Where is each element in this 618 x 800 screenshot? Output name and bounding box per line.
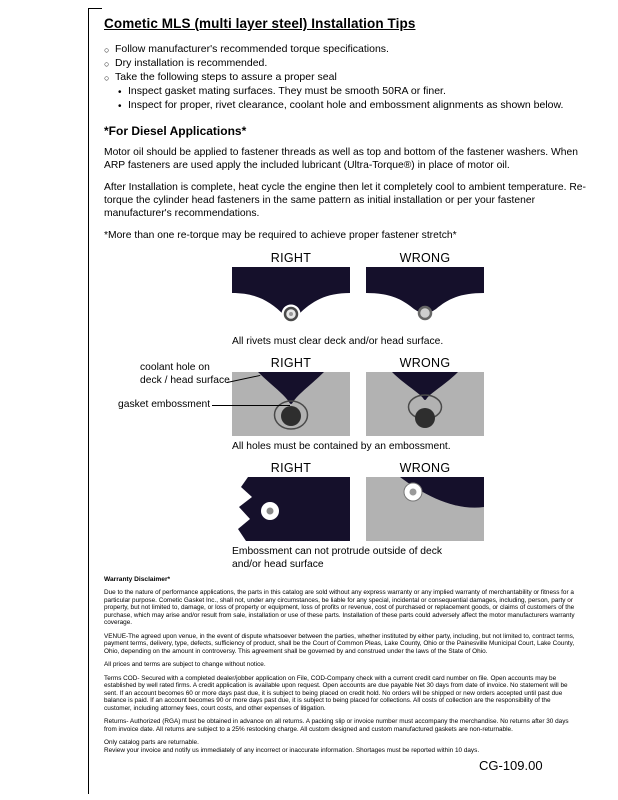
retorque-note: *More than one re-torque may be required to achieve proper fastener stretch* [104,230,457,241]
disclaimer-paragraph: Due to the nature of performance applications, the parts in this catalog are sold without any express warranty or any implied warranty of merchantability or fitness for a particular purpose. Cometic Gasket Inc., shall not, under any circumstances, be liable for any special, incidental or consequential damages, including, person, party or property, but not limited to, damage, or loss of property or equipment, loss of profits or revenue, cost of purchased or replacement goods, or claims of customers of the purchase, which may arise and/or result from sale, installation or use of these parts. Installation of these parts could adversely affect the motor manufacturers warranty coverage. [104,589,575,626]
figure-protrusion [232,461,484,571]
figure-images [232,477,484,541]
disclaimer-paragraph: Returns- Authorized (RGA) must be obtained in advance on all returns. A packing slip or invoice number must accompany the merchandise. No returns after 30 days from invoice date. All returns are subject to a 25% restocking charge. All custom designed and custom manufactured gaskets are non-returnable. [104,718,569,733]
diesel-paragraph-2: After Installation is complete, heat cycle the engine then let it completely cool to ambient temperature. Re-torque the cylinder head fasteners in the same pattern as initial installation or per your fastener manufacturer's recommendations. [104,182,586,219]
bullet-text: Follow manufacturer's recommended torque specifications. [115,43,389,55]
right-label: RIGHT [270,356,312,370]
diesel-applications-heading: *For Diesel Applications* [104,124,247,138]
figure-rivets [232,251,484,348]
disclaimer-paragraph: VENUE-The agreed upon venue, in the event of dispute whatsoever between the parties, whether instituted by either party, including, but not limited to, contract terms, payment terms, delivery, type, defects, sufficiency of product, shall be the Court of Common Pleas, Lake County, Ohio or the Painesville Municipal Court, Lake County, Ohio, depending on the amount in controversy. This agreement shall be governed by and construed under the laws of the State of Ohio. [104,632,575,655]
bullet-marker: ○ [104,59,110,69]
document-code: CG-109.00 [479,758,543,773]
pointer-line [212,405,290,406]
page-title: Cometic MLS (multi layer steel) Installation Tips [104,16,416,31]
figure-headers [232,251,484,265]
figure-embossment [118,356,484,453]
bullet-marker: ○ [104,45,110,55]
figures-section [118,251,484,571]
figure-images [232,267,484,331]
bullet-marker: ○ [104,73,110,83]
sub-bullet-marker: • [118,101,122,112]
figure-images [232,372,484,436]
bullet-item [104,57,596,71]
disclaimer-paragraph: Only catalog parts are returnable. [104,739,199,746]
coolant-hole [281,406,301,426]
figure-caption [232,545,484,571]
warranty-disclaimer [104,576,576,754]
sub-bullet-item [118,99,596,113]
figure-caption-line1: Embossment can not protrude outside of deck [232,546,443,557]
warranty-disclaimer-title: Warranty Disclaimer* [104,576,171,583]
top-margin-tick [88,8,102,9]
bullet-text: Take the following steps to assure a proper seal [115,71,337,83]
coolant-hole-label-line2: deck / head surface [140,374,230,386]
bullet-item [104,43,596,57]
main-content [104,16,596,579]
sub-bullet-text: Inspect for proper, rivet clearance, coolant hole and embossment alignments as shown below. [128,99,564,111]
rivet-right-diagram [232,267,350,331]
protrusion-right-diagram [232,477,350,541]
protrusion-wrong-diagram [366,477,484,541]
bullet-text: Dry installation is recommended. [115,57,268,69]
disclaimer-paragraph: Terms COD- Secured with a completed dealer/jobber application on File, COD-Company check with a current credit card number on file. Open accounts may be established by well rated firms. A credit application is available upon request. Open accounts are due payable Net 30 days from date of invoice. No statement will be sent. If an account becomes 60 or more days past due, it is subject to being placed on credit hold. No orders will be shipped or new orders accepted until past due balance is paid. If an account becomes 90 or more days past due, it is subject to being placed for collections. All costs of collection are the responsibility of the customer, including attorney fees, court costs, and other expenses of litigation. [104,674,568,712]
figure-caption: All holes must be contained by an embossment. [232,441,451,452]
figure-headers [232,356,484,370]
gasket-embossment-label: gasket embossment [118,399,211,410]
wrong-label: WRONG [399,356,451,370]
wrong-label: WRONG [399,251,451,265]
figure-caption-line2: and/or head surface [232,559,324,570]
right-label: RIGHT [270,461,312,475]
embossment-right-diagram [232,372,350,436]
sub-bullet-item [118,85,596,99]
sub-bullet-marker: • [118,87,122,98]
wrong-label: WRONG [399,461,451,475]
embossment-wrong-diagram [366,372,484,436]
disclaimer-paragraph: All prices and terms are subject to change without notice. [104,661,266,668]
figure-headers [232,461,484,475]
rivet-wrong-diagram [366,267,484,331]
disclaimer-paragraph: Review your invoice and notify us immediately of any incorrect or inaccurate information. Shortages must be reported within 10 days. [104,746,480,754]
rivet-icon [419,307,431,319]
coolant-hole [415,408,435,428]
coolant-hole-label-line1: coolant hole on [140,362,210,373]
sub-bullet-text: Inspect gasket mating surfaces. They must be smooth 50RA or finer. [128,85,446,97]
diesel-paragraph-1: Motor oil should be applied to fastener threads as well as top and bottom of the fastener washers. When ARP fasteners are used apply the included lubricant (Ultra-Torque®) in place of motor oil. [104,147,578,171]
bullet-item [104,71,596,85]
right-label: RIGHT [270,251,312,265]
figure-caption: All rivets must clear deck and/or head surface. [232,336,444,347]
left-margin-rule [88,8,89,794]
coolant-hole-label [140,362,230,387]
